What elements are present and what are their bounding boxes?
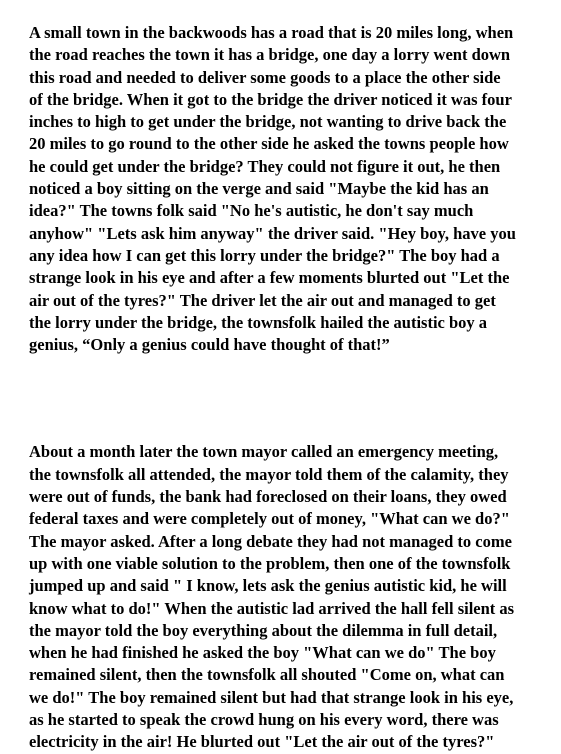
text-line: noticed a boy sitting on the verge and said "Maybe the kid has an <box>29 179 489 199</box>
text-line: idea?" The towns folk said "No he's autistic, he don't say much <box>29 201 474 221</box>
document-page <box>29 22 555 754</box>
text-line: the lorry under the bridge, the townsfolk hailed the autistic boy a <box>29 312 488 332</box>
text-line: the road reaches the town it has a bridge, one day a lorry went down <box>29 45 511 65</box>
text-line: anyhow" "Lets ask him anyway" the driver said. "Hey boy, have you <box>29 223 516 243</box>
text-line: air out of the tyres?" The driver let the air out and managed to get <box>29 290 496 310</box>
text-line: The mayor asked. After a long debate they had not managed to come <box>29 531 512 551</box>
text-line: any idea how I can get this lorry under the bridge?" The boy had a <box>29 245 500 265</box>
text-line: were out of funds, the bank had foreclosed on their loans, they owed <box>29 487 507 507</box>
text-line: the townsfolk all attended, the mayor told them of the calamity, they <box>29 464 509 484</box>
text-line: he could get under the bridge? They could not figure it out, he then <box>29 156 501 176</box>
text-line: when he had finished he asked the boy "What can we do" The boy <box>29 643 496 663</box>
paragraph-1 <box>29 22 555 356</box>
text-line: A small town in the backwoods has a road that is 20 miles long, when <box>29 23 514 42</box>
text-line: federal taxes and were completely out of money, "What can we do?" <box>29 509 510 529</box>
paragraph-2 <box>29 441 555 753</box>
text-line: this road and needed to deliver some goods to a place the other side <box>29 67 501 87</box>
text-line: strange look in his eye and after a few moments blurted out "Let the <box>29 268 510 288</box>
text-line: inches to high to get under the bridge, not wanting to drive back the <box>29 112 507 132</box>
text-line: jumped up and said " I know, lets ask the genius autistic kid, he will <box>29 576 507 596</box>
text-line: of the bridge. When it got to the bridge the driver noticed it was four <box>29 89 512 109</box>
text-line: About a month later the town mayor called an emergency meeting, <box>29 442 499 462</box>
text-line: 20 miles to go round to the other side he asked the towns people how <box>29 134 509 154</box>
text-line: we do!" The boy remained silent but had that strange look in his eye, <box>29 687 514 707</box>
text-line: up with one viable solution to the problem, then one of the townsfolk <box>29 553 511 573</box>
text-line: as he started to speak the crowd hung on his every word, there was <box>29 710 499 730</box>
text-line: electricity in the air! He blurted out "Let the air out of the tyres?" <box>29 732 495 752</box>
text-line: remained silent, then the townsfolk all shouted "Come on, what can <box>29 665 505 685</box>
text-line: the mayor told the boy everything about the dilemma in full detail, <box>29 620 498 640</box>
text-line: genius, “Only a genius could have thought of that!” <box>29 335 390 355</box>
text-line: know what to do!" When the autistic lad arrived the hall fell silent as <box>29 598 515 618</box>
